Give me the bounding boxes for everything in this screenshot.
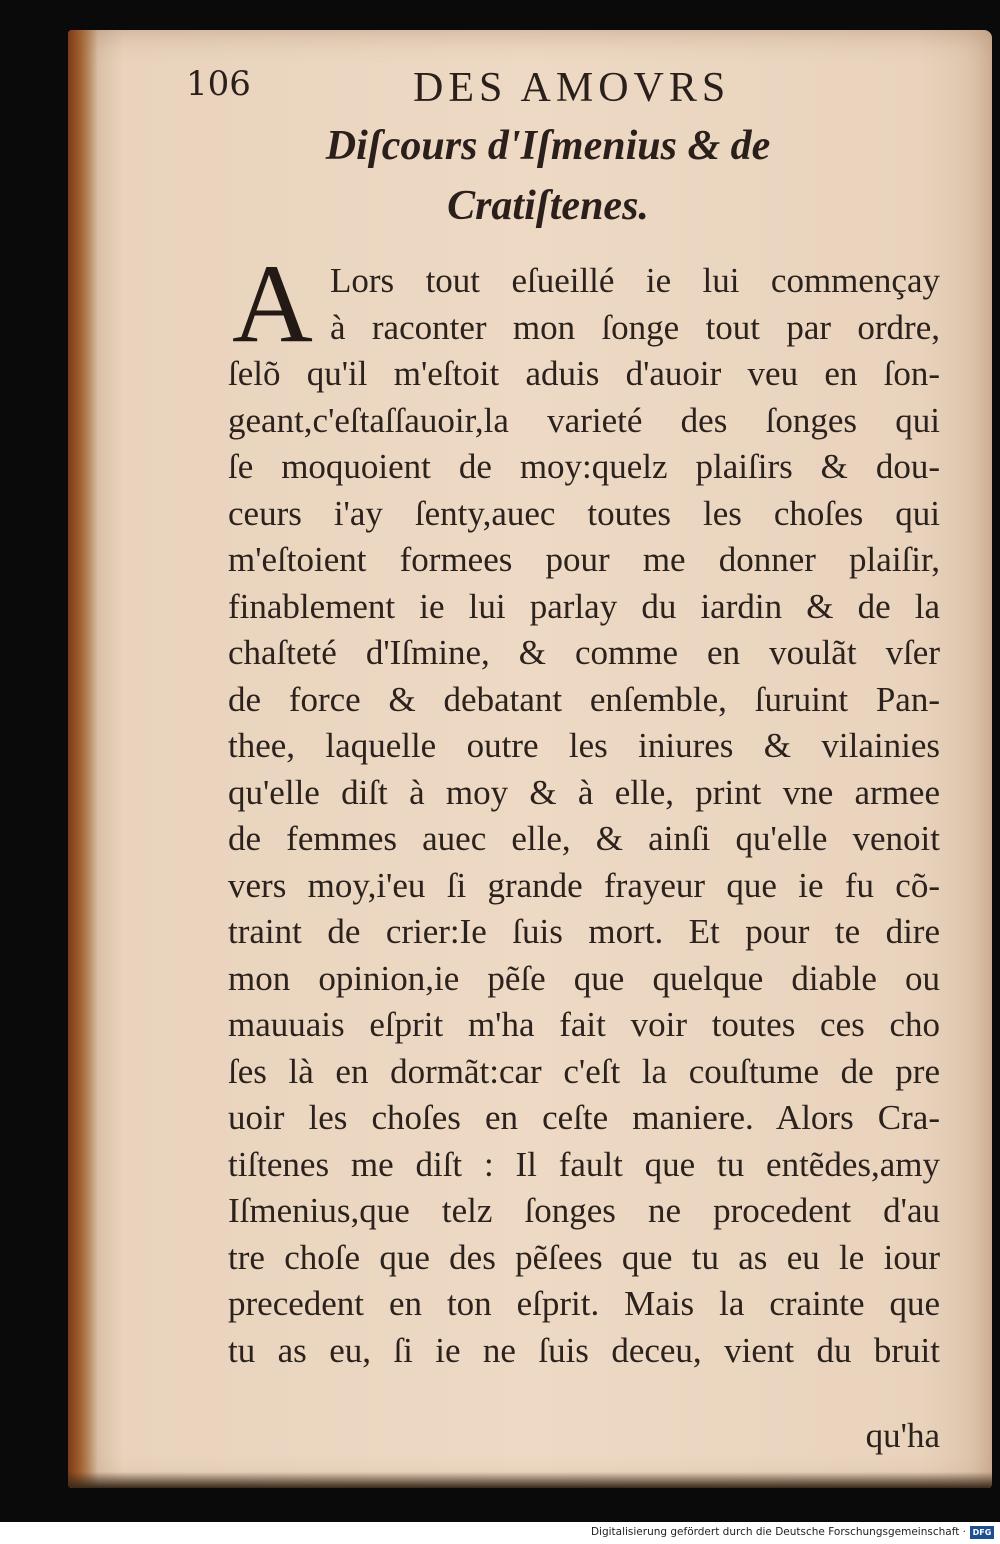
text-line: tu as eu, ſi ie ne ſuis deceu, vient du bruit	[228, 1330, 940, 1370]
text-line: de femmes auec elle, & ainſi qu'elle venoit	[228, 819, 940, 858]
page-number: 106	[186, 64, 251, 104]
text-line: à raconter mon ſonge tout par ordre,	[330, 307, 940, 347]
text-line: chaſteté d'Iſmine, & comme en voulãt vſer	[228, 633, 940, 672]
text-line: ſe moquoient de moy:quelz plaiſirs & dou-	[228, 447, 940, 486]
text-line: ceurs i'ay ſenty,auec toutes les choſes qui	[228, 493, 940, 533]
footer-bar	[0, 1522, 1000, 1544]
text-line: geant,c'eſtaſſauoir,la varieté des ſonges qui	[228, 400, 940, 440]
page-bottom-edge	[68, 1472, 992, 1488]
text-line: de force & debatant enſemble, ſuruint Pan-	[228, 679, 940, 719]
text-line: Iſmenius,que telz ſonges ne procedent d'au	[228, 1191, 940, 1230]
text-line: mauuais eſprit m'ha fait voir toutes ces cho	[228, 1005, 940, 1044]
text-line: tre choſe que des pẽſees que tu as eu le iour	[228, 1237, 940, 1277]
section-title-line-1: Diſcours d'Iſmenius & de	[325, 123, 771, 169]
text-line: ſes là en dormãt:car c'eſt la couſtume de pre	[228, 1051, 940, 1091]
body-text	[228, 258, 940, 1374]
text-line: thee, laquelle outre les iniures & vilainies	[228, 726, 940, 765]
catchword: qu'ha	[865, 1416, 940, 1455]
text-line: ſelõ qu'il m'eſtoit aduis d'auoir veu en ſon-	[228, 354, 940, 393]
text-line: uoir les choſes en ceſte maniere. Alors Cra-	[228, 1098, 940, 1137]
text-line: qu'elle diſt à moy & à elle, print vne armee	[228, 772, 940, 812]
page-gutter-edge	[68, 30, 98, 1488]
text-line: mon opinion,ie pẽſe que quelque diable ou	[228, 958, 940, 998]
drop-cap: A	[232, 242, 313, 366]
text-line: vers moy,i'eu ſi grande frayeur que ie fu cõ-	[228, 865, 940, 905]
running-head: DES AMOVRS	[413, 65, 731, 111]
text-line: precedent en ton eſprit. Mais la crainte que	[228, 1284, 940, 1323]
section-title-line-2: Cratiſtenes.	[447, 183, 649, 229]
text-line: m'eſtoient formees pour me donner plaiſir,	[228, 540, 940, 579]
funding-credit: Digitalisierung gefördert durch die Deutsche Forschungsgemeinschaft ·	[590, 1526, 966, 1538]
text-line: Lors tout eſueillé ie lui commençay	[330, 261, 940, 300]
book-page	[68, 30, 992, 1488]
text-line: finablement ie lui parlay du iardin & de la	[228, 586, 940, 626]
text-line: traint de crier:Ie ſuis mort. Et pour te dire	[228, 912, 940, 951]
text-line: tiſtenes me diſt : Il fault que tu entẽdes,amy	[228, 1144, 940, 1184]
dfg-logo: DFG	[970, 1526, 994, 1539]
